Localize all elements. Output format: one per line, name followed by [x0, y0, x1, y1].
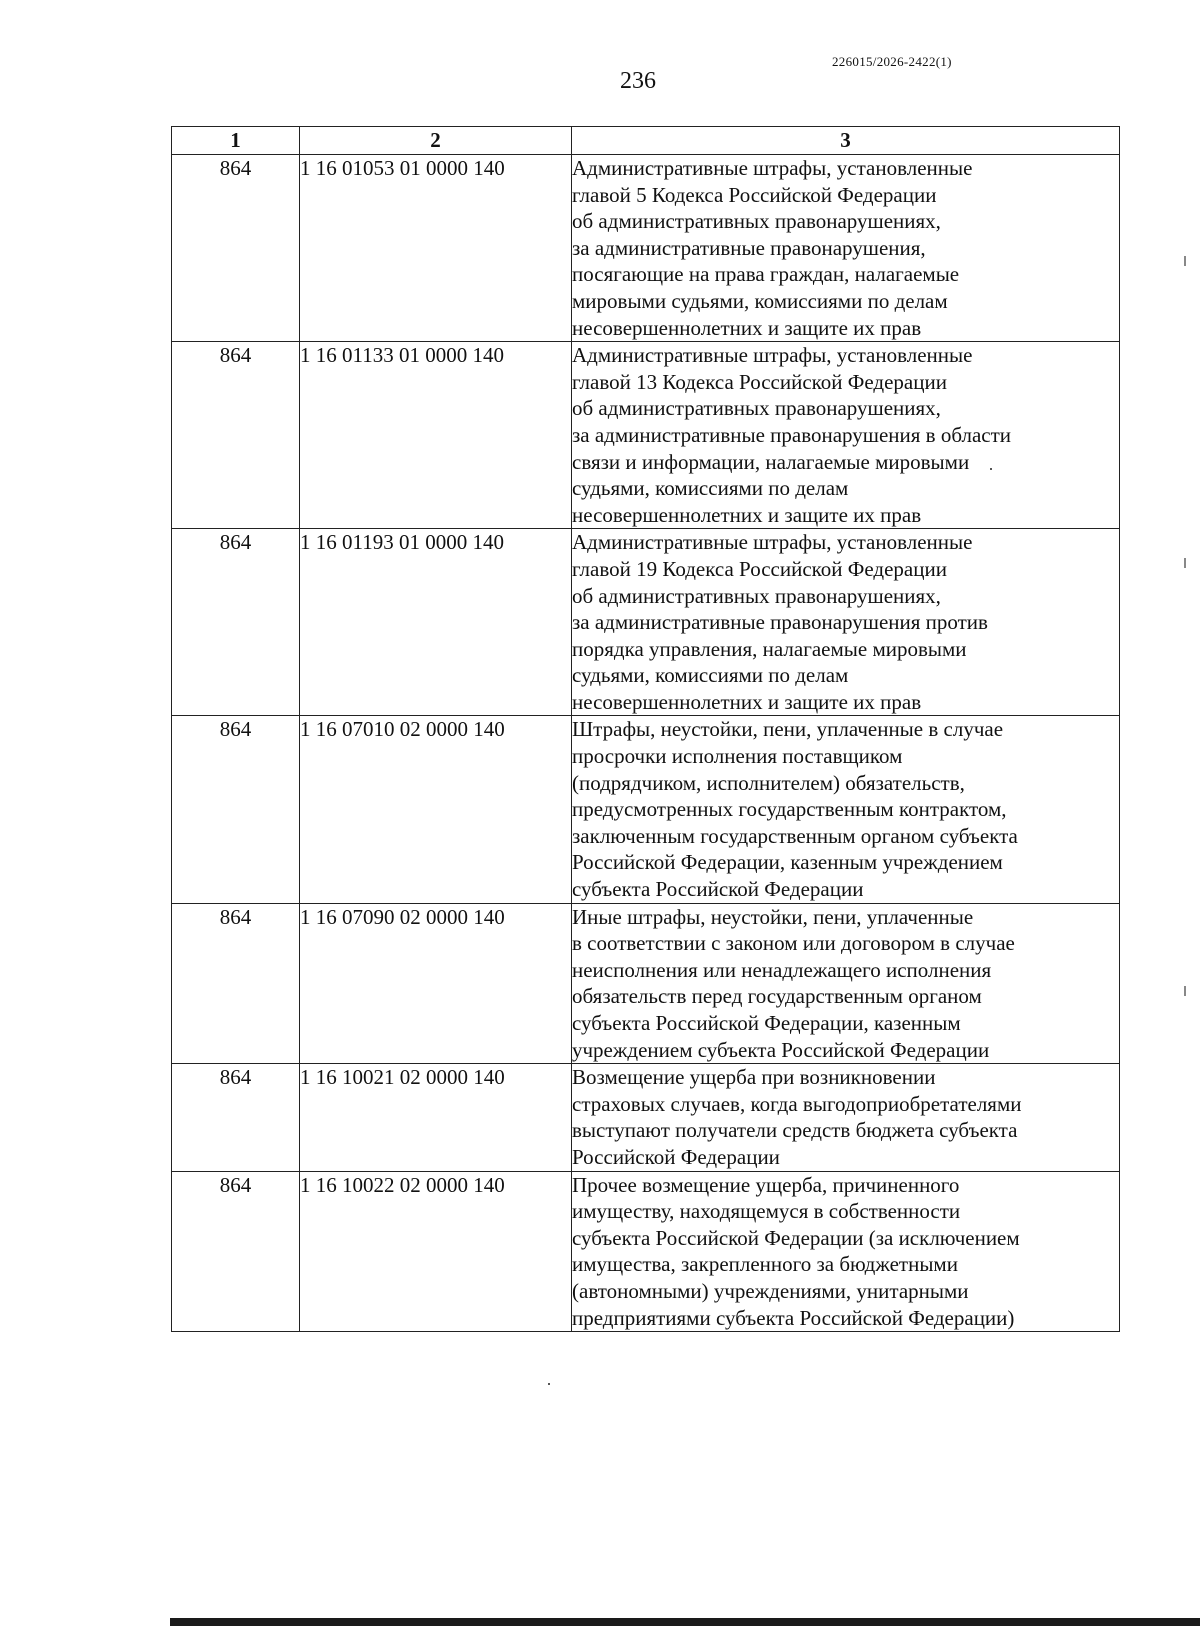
revenue-description-cell — [572, 716, 1120, 903]
scan-edge-mark — [1184, 558, 1186, 568]
description-line: об административных правонарушениях, — [572, 209, 941, 234]
description-line: судьями, комиссиями по делам — [572, 663, 849, 688]
description-line: просрочки исполнения поставщиком — [572, 744, 903, 769]
description-line: несовершеннолетних и защите их прав — [572, 689, 922, 714]
column-header-3: 3 — [572, 127, 1120, 155]
description-line: несовершеннолетних и защите их прав — [572, 315, 922, 340]
description-line: страховых случаев, когда выгодоприобретателями — [572, 1091, 1022, 1116]
description-line: несовершеннолетних и защите их прав — [572, 502, 922, 527]
description-line: связи и информации, налагаемые мировыми — [572, 449, 970, 474]
description-line: Российской Федерации, казенным учреждением — [572, 850, 1003, 875]
description-line: обязательств перед государственным органом — [572, 984, 982, 1009]
description-line: Административные штрафы, установленные — [572, 156, 973, 180]
description-line: Иные штрафы, неустойки, пени, уплаченные — [572, 904, 974, 929]
revenue-description-cell — [572, 1064, 1120, 1171]
scan-speck — [990, 468, 992, 470]
table-header — [172, 127, 1120, 155]
revenue-description-cell — [572, 1171, 1120, 1332]
description-line: неисполнения или ненадлежащего исполнения — [572, 957, 992, 982]
table-row — [172, 1064, 1120, 1171]
scan-edge-shadow — [170, 1618, 1200, 1626]
description-line: за административные правонарушения против — [572, 610, 988, 635]
description-line: (автономными) учреждениями, унитарными — [572, 1278, 969, 1303]
description-line: мировыми судьями, комиссиями по делам — [572, 288, 948, 313]
description-line: субъекта Российской Федерации — [572, 877, 864, 902]
budget-codes-table — [171, 126, 1120, 1332]
description-line: Штрафы, неустойки, пени, уплаченные в случае — [572, 717, 1004, 742]
budget-classification-code-cell: 1 16 07090 02 0000 140 — [300, 903, 572, 1064]
description-line: имуществу, находящемуся в собственности — [572, 1199, 961, 1224]
description-line: предприятиями субъекта Российской Федерации) — [572, 1305, 1015, 1330]
description-line: посягающие на права граждан, налагаемые — [572, 262, 960, 287]
administrator-code-cell: 864 — [172, 529, 300, 716]
column-header-1: 1 — [172, 127, 300, 155]
description-line: Административные штрафы, установленные — [572, 343, 973, 368]
description-line: об административных правонарушениях, — [572, 396, 941, 421]
description-line: Возмещение ущерба при возникновении — [572, 1065, 936, 1090]
revenue-description-cell — [572, 155, 1120, 342]
budget-classification-code-cell: 1 16 07010 02 0000 140 — [300, 716, 572, 903]
description-line: субъекта Российской Федерации, казенным — [572, 1011, 961, 1035]
description-line: Прочее возмещение ущерба, причиненного — [572, 1172, 960, 1197]
budget-classification-code-cell: 1 16 01133 01 0000 140 — [300, 342, 572, 529]
budget-classification-code-cell: 1 16 01053 01 0000 140 — [300, 155, 572, 342]
description-line: Административные штрафы, установленные — [572, 530, 973, 555]
table-row — [172, 342, 1120, 529]
description-line: об административных правонарушениях, — [572, 583, 941, 608]
description-line: субъекта Российской Федерации (за исключением — [572, 1225, 1020, 1250]
budget-classification-code-cell: 1 16 01193 01 0000 140 — [300, 529, 572, 716]
scan-speck — [548, 1383, 550, 1385]
description-line: выступают получатели средств бюджета субъекта — [572, 1118, 1018, 1143]
description-line: главой 13 Кодекса Российской Федерации — [572, 369, 947, 394]
description-line: учреждением субъекта Российской Федерации — [572, 1037, 990, 1062]
scan-edge-mark — [1184, 986, 1186, 996]
description-line: главой 19 Кодекса Российской Федерации — [572, 556, 947, 581]
revenue-description-cell — [572, 529, 1120, 716]
table-row — [172, 155, 1120, 342]
table-row — [172, 1171, 1120, 1332]
description-line: судьями, комиссиями по делам — [572, 476, 849, 501]
column-header-2: 2 — [300, 127, 572, 155]
description-line: (подрядчиком, исполнителем) обязательств, — [572, 770, 965, 795]
description-line: Российской Федерации — [572, 1144, 780, 1169]
administrator-code-cell: 864 — [172, 342, 300, 529]
document-registration-number: 226015/2026-2422(1) — [832, 54, 952, 69]
description-line: порядка управления, налагаемые мировыми — [572, 636, 967, 661]
revenue-description-cell — [572, 903, 1120, 1064]
budget-classification-code-cell: 1 16 10022 02 0000 140 — [300, 1171, 572, 1332]
administrator-code-cell: 864 — [172, 903, 300, 1064]
description-line: заключенным государственным органом субъекта — [572, 823, 1018, 848]
description-line: имущества, закрепленного за бюджетными — [572, 1252, 958, 1277]
description-line: в соответствии с законом или договором в случае — [572, 931, 1015, 956]
description-line: предусмотренных государственным контрактом, — [572, 797, 1007, 822]
revenue-description-cell — [572, 342, 1120, 529]
administrator-code-cell: 864 — [172, 155, 300, 342]
administrator-code-cell: 864 — [172, 1064, 300, 1171]
page-number: 236 — [620, 68, 656, 94]
description-line: за административные правонарушения в области — [572, 422, 1012, 447]
scan-edge-mark — [1184, 256, 1186, 266]
administrator-code-cell: 864 — [172, 1171, 300, 1332]
description-line: за административные правонарушения, — [572, 235, 926, 260]
table-row — [172, 716, 1120, 903]
administrator-code-cell: 864 — [172, 716, 300, 903]
table-row — [172, 903, 1120, 1064]
description-line: главой 5 Кодекса Российской Федерации — [572, 182, 937, 207]
table-row — [172, 529, 1120, 716]
table-body — [172, 155, 1120, 1332]
budget-classification-code-cell: 1 16 10021 02 0000 140 — [300, 1064, 572, 1171]
table-header-row — [172, 127, 1120, 155]
